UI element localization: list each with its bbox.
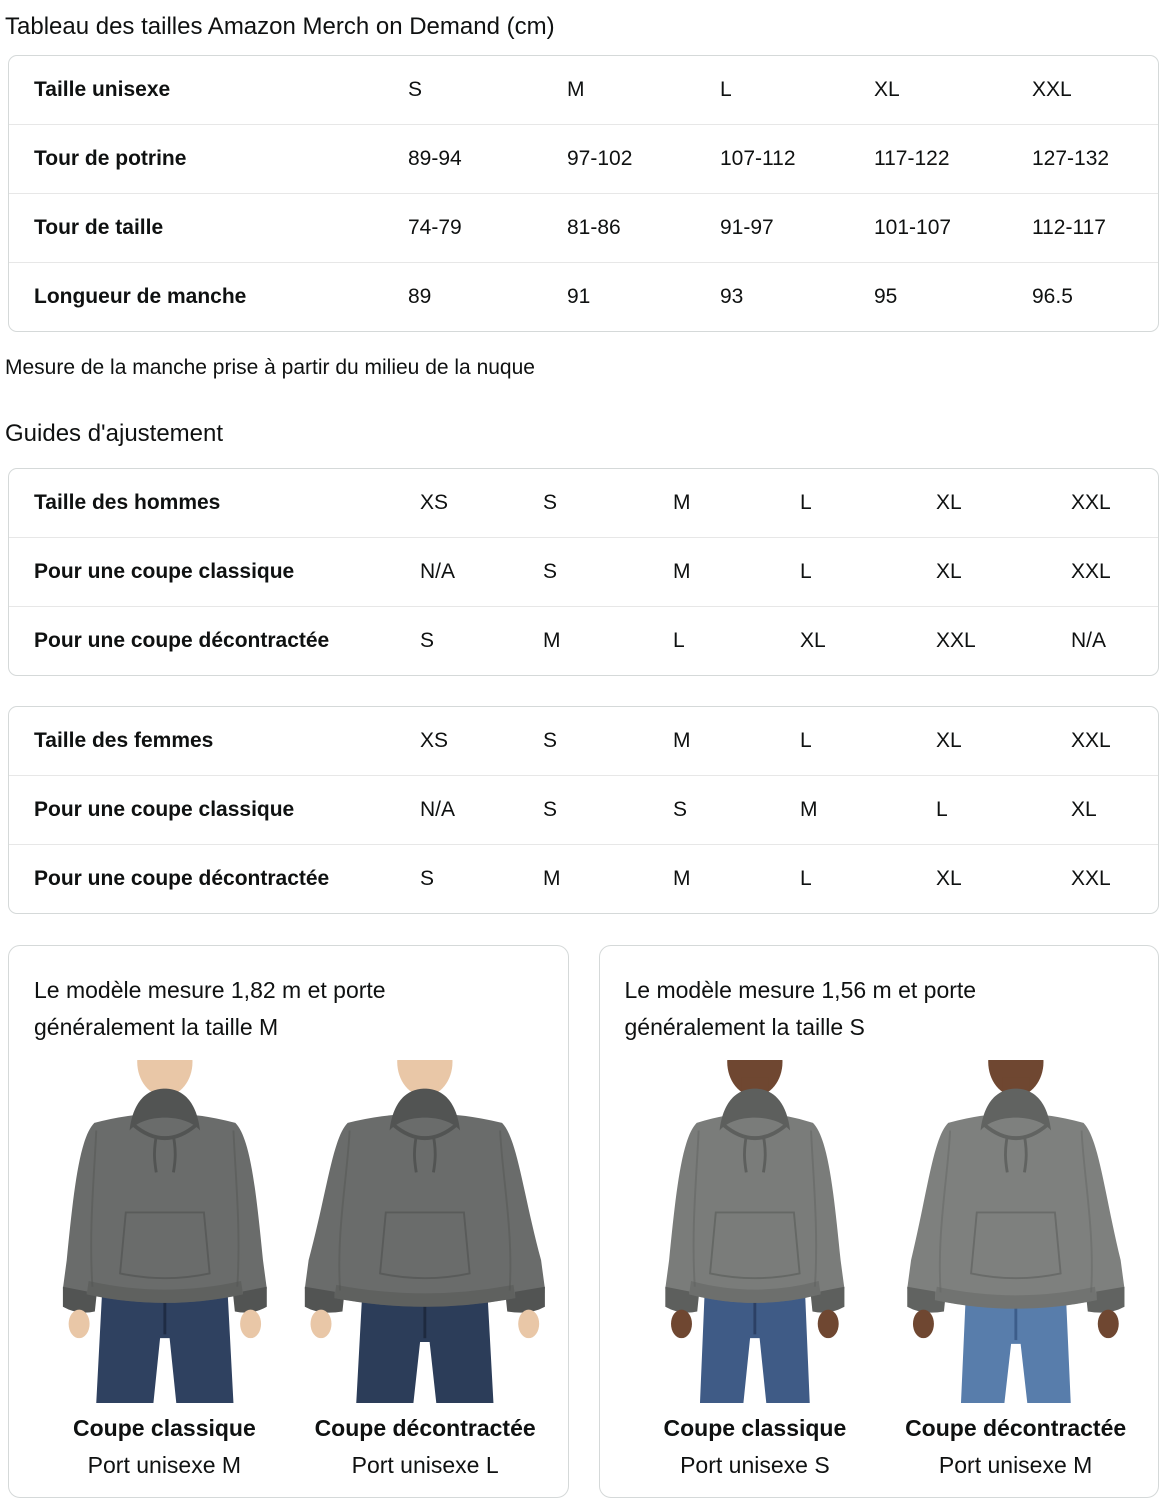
cell-value: L (800, 867, 812, 890)
cell-value: L (673, 629, 685, 652)
cell-value: 112-117 (1032, 216, 1106, 239)
model-photo (34, 1060, 295, 1403)
cell-value: 96.5 (1032, 285, 1073, 308)
model-figures (34, 1060, 556, 1479)
cell-value: S (543, 560, 558, 583)
cell-value: M (800, 798, 818, 821)
cell-value: XL (936, 867, 962, 890)
cell-value: XXL (1071, 729, 1111, 752)
cell-value: 117-122 (874, 147, 950, 170)
cell-value: L (936, 798, 948, 821)
table-row (9, 56, 1158, 124)
cell-value: L (720, 78, 732, 101)
row-label: Taille des femmes (34, 729, 214, 752)
row-label: Pour une coupe décontractée (34, 629, 330, 652)
cell-value: 89-94 (408, 147, 462, 170)
model-figure (34, 1060, 295, 1479)
cell-value: S (543, 729, 558, 752)
cell-value: S (543, 491, 558, 514)
model-photo (295, 1060, 556, 1403)
fit-guides-heading: Guides d'ajustement (5, 420, 224, 447)
model-figure (625, 1060, 886, 1479)
size-table (8, 55, 1159, 332)
row-label: Taille des hommes (34, 491, 221, 514)
cell-value: L (800, 729, 812, 752)
cell-value: N/A (420, 798, 456, 821)
cell-value: 93 (720, 285, 744, 308)
cell-value: 81-86 (567, 216, 621, 239)
cell-value: S (543, 798, 558, 821)
cell-value: XXL (936, 629, 976, 652)
table-row (9, 469, 1158, 537)
cell-value: M (543, 867, 561, 890)
table-row (9, 707, 1158, 775)
cell-value: 107-112 (720, 147, 796, 170)
cell-value: XL (936, 491, 962, 514)
model-card-men (8, 945, 569, 1498)
cell-value: XL (800, 629, 826, 652)
cell-value: M (673, 867, 691, 890)
cell-value: XL (1071, 798, 1097, 821)
table-row (9, 606, 1158, 675)
men-fit-table (8, 468, 1159, 676)
size-label: Port unisexe L (351, 1451, 499, 1478)
cell-value: M (567, 78, 585, 101)
row-label: Tour de potrine (34, 147, 187, 170)
cell-value: XL (936, 560, 962, 583)
cell-value: 89 (408, 285, 432, 308)
table-row (9, 124, 1158, 193)
cell-value: M (673, 560, 691, 583)
fit-label: Coupe décontractée (314, 1414, 536, 1441)
cell-value: XXL (1071, 867, 1111, 890)
row-label: Pour une coupe classique (34, 560, 295, 583)
model-cards (8, 945, 1159, 1498)
cell-value: XS (420, 729, 449, 752)
cell-value: N/A (1071, 629, 1107, 652)
cell-value: XL (936, 729, 962, 752)
table-row (9, 537, 1158, 606)
size-label: Port unisexe M (87, 1451, 242, 1478)
sleeve-note: Mesure de la manche prise à partir du milieu de la nuque (5, 356, 535, 379)
cell-value: XXL (1071, 491, 1111, 514)
table-row (9, 262, 1158, 331)
cell-value: M (543, 629, 561, 652)
fit-label: Coupe décontractée (905, 1414, 1127, 1441)
fit-label: Coupe classique (72, 1414, 256, 1441)
cell-value: XXL (1032, 78, 1072, 101)
cell-value: 91-97 (720, 216, 774, 239)
model-photo (625, 1060, 886, 1403)
cell-value: S (673, 798, 688, 821)
model-figure (295, 1060, 556, 1479)
table-row (9, 844, 1158, 913)
model-photo (885, 1060, 1146, 1403)
row-label: Longueur de manche (34, 285, 247, 308)
page-title: Tableau des tailles Amazon Merch on Demand (cm) (5, 13, 555, 40)
size-label: Port unisexe S (680, 1451, 830, 1478)
cell-value: M (673, 491, 691, 514)
cell-value: M (673, 729, 691, 752)
cell-value: L (800, 560, 812, 583)
cell-value: L (800, 491, 812, 514)
cell-value: XS (420, 491, 449, 514)
size-label: Port unisexe M (938, 1451, 1093, 1478)
cell-value: S (408, 78, 423, 101)
model-description: Le modèle mesure 1,82 m et porte généralement la taille M (34, 977, 386, 1040)
row-label: Pour une coupe classique (34, 798, 295, 821)
model-figures (625, 1060, 1147, 1479)
cell-value: S (420, 867, 435, 890)
model-card-women (599, 945, 1160, 1498)
row-label: Pour une coupe décontractée (34, 867, 330, 890)
cell-value: 91 (567, 285, 591, 308)
model-description: Le modèle mesure 1,56 m et porte généralement la taille S (624, 977, 977, 1040)
fit-label: Coupe classique (663, 1414, 847, 1441)
cell-value: XXL (1071, 560, 1111, 583)
women-fit-table (8, 706, 1159, 914)
cell-value: 95 (874, 285, 898, 308)
cell-value: 97-102 (567, 147, 633, 170)
cell-value: 74-79 (408, 216, 462, 239)
row-label: Taille unisexe (34, 78, 171, 101)
cell-value: N/A (420, 560, 456, 583)
model-figure (885, 1060, 1146, 1479)
cell-value: S (420, 629, 435, 652)
table-row (9, 193, 1158, 262)
cell-value: XL (874, 78, 900, 101)
row-label: Tour de taille (34, 216, 164, 239)
cell-value: 127-132 (1032, 147, 1110, 170)
cell-value: 101-107 (874, 216, 952, 239)
table-row (9, 775, 1158, 844)
